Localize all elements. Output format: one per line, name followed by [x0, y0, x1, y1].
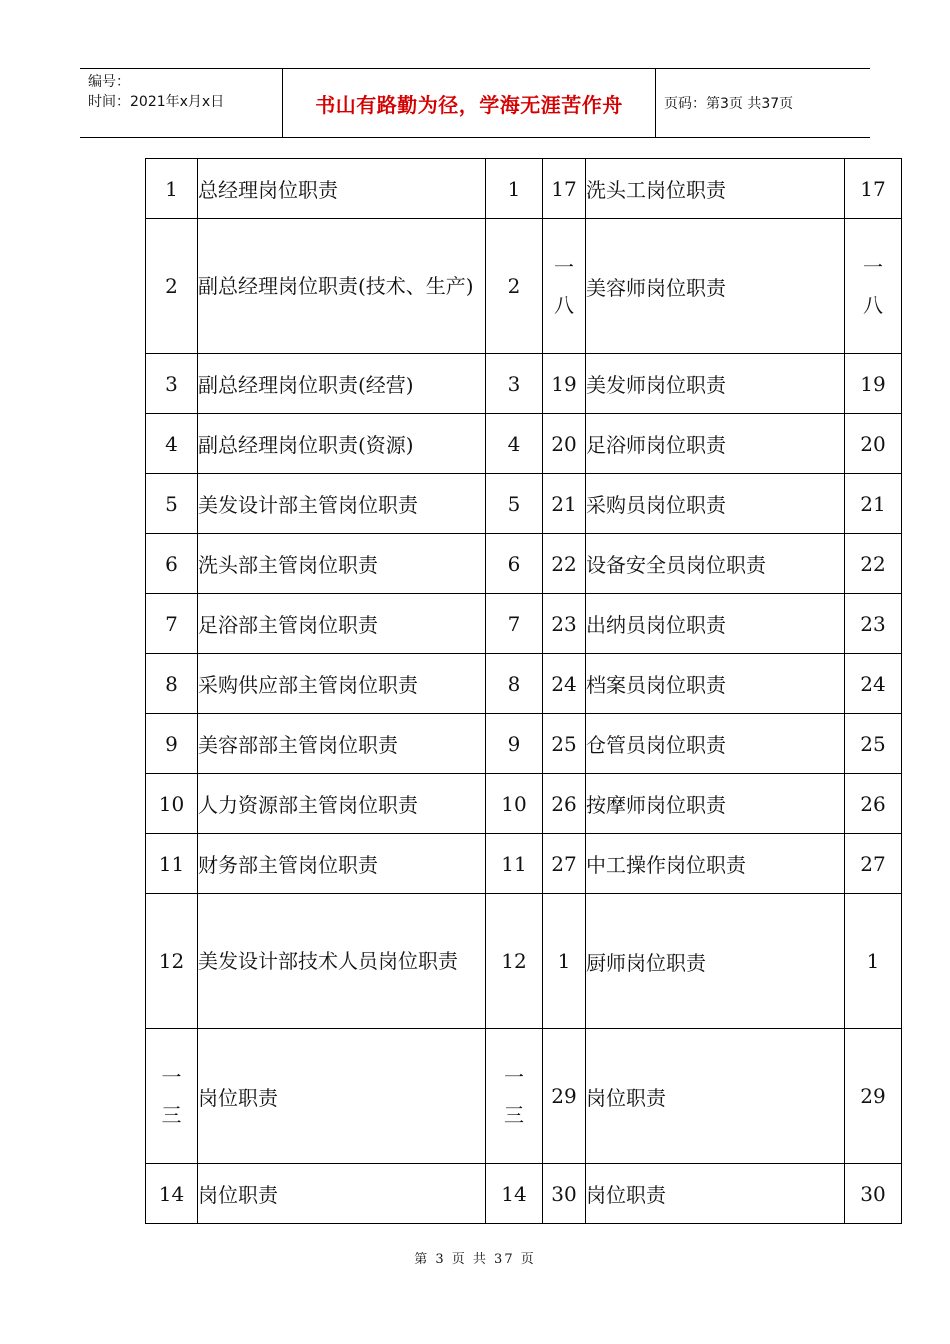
left-index: 5	[146, 474, 198, 534]
left-page: 7	[486, 594, 543, 654]
header-motto: 书山有路勤为径，学海无涯苦作舟	[315, 92, 623, 117]
right-title: 洗头工岗位职责	[586, 159, 845, 219]
right-page: 24	[845, 654, 902, 714]
right-title: 岗位职责	[586, 1164, 845, 1224]
right-index: 24	[543, 654, 586, 714]
right-title: 足浴师岗位职责	[586, 414, 845, 474]
header-meta	[88, 72, 224, 112]
right-page: 一八	[845, 219, 902, 354]
right-index: 26	[543, 774, 586, 834]
right-index: 22	[543, 534, 586, 594]
right-index: 25	[543, 714, 586, 774]
table-row	[146, 894, 902, 1029]
header-divider	[655, 69, 656, 137]
left-index: 4	[146, 414, 198, 474]
left-index: 6	[146, 534, 198, 594]
table-row	[146, 159, 902, 219]
right-title: 采购员岗位职责	[586, 474, 845, 534]
left-index: 8	[146, 654, 198, 714]
right-title: 出纳员岗位职责	[586, 594, 845, 654]
page-header	[80, 68, 870, 138]
right-title: 按摩师岗位职责	[586, 774, 845, 834]
left-title: 财务部主管岗位职责	[198, 834, 486, 894]
left-title: 足浴部主管岗位职责	[198, 594, 486, 654]
right-page: 20	[845, 414, 902, 474]
right-index: 1	[543, 894, 586, 1029]
table-row	[146, 594, 902, 654]
right-title: 仓管员岗位职责	[586, 714, 845, 774]
right-page: 25	[845, 714, 902, 774]
table-row	[146, 654, 902, 714]
right-index: 17	[543, 159, 586, 219]
table-row	[146, 534, 902, 594]
right-page: 22	[845, 534, 902, 594]
right-index: 19	[543, 354, 586, 414]
left-page: 12	[486, 894, 543, 1029]
left-title: 副总经理岗位职责(资源)	[198, 414, 486, 474]
table-row	[146, 774, 902, 834]
left-page: 14	[486, 1164, 543, 1224]
left-page: 10	[486, 774, 543, 834]
left-index: 9	[146, 714, 198, 774]
left-index: 11	[146, 834, 198, 894]
left-title: 人力资源部主管岗位职责	[198, 774, 486, 834]
right-page: 17	[845, 159, 902, 219]
left-title: 总经理岗位职责	[198, 159, 486, 219]
left-page: 4	[486, 414, 543, 474]
right-title: 中工操作岗位职责	[586, 834, 845, 894]
right-page: 30	[845, 1164, 902, 1224]
left-title: 洗头部主管岗位职责	[198, 534, 486, 594]
table-row	[146, 834, 902, 894]
left-page: 8	[486, 654, 543, 714]
table-row	[146, 1164, 902, 1224]
left-index: 3	[146, 354, 198, 414]
right-title: 美发师岗位职责	[586, 354, 845, 414]
right-page: 26	[845, 774, 902, 834]
page-footer: 第 3 页 共 37 页	[414, 1252, 536, 1267]
table-row	[146, 1029, 902, 1164]
left-title: 副总经理岗位职责(技术、生产)	[198, 219, 486, 354]
right-title: 美容师岗位职责	[586, 219, 845, 354]
left-page: 3	[486, 354, 543, 414]
left-index: 12	[146, 894, 198, 1029]
right-page: 29	[845, 1029, 902, 1164]
right-page: 19	[845, 354, 902, 414]
right-index: 30	[543, 1164, 586, 1224]
table-row	[146, 474, 902, 534]
header-page-info: 页码：第3页 共37页	[664, 96, 794, 112]
left-title: 美容部部主管岗位职责	[198, 714, 486, 774]
right-page: 23	[845, 594, 902, 654]
left-title: 岗位职责	[198, 1164, 486, 1224]
table-row	[146, 219, 902, 354]
left-title: 岗位职责	[198, 1029, 486, 1164]
left-page: 一三	[486, 1029, 543, 1164]
table-row	[146, 414, 902, 474]
left-title: 采购供应部主管岗位职责	[198, 654, 486, 714]
left-index: 7	[146, 594, 198, 654]
left-title: 副总经理岗位职责(经营)	[198, 354, 486, 414]
right-page: 21	[845, 474, 902, 534]
right-index: 23	[543, 594, 586, 654]
left-page: 11	[486, 834, 543, 894]
left-index: 10	[146, 774, 198, 834]
right-page: 27	[845, 834, 902, 894]
table-row	[146, 354, 902, 414]
left-page: 6	[486, 534, 543, 594]
left-page: 5	[486, 474, 543, 534]
time-label: 时间：2021年x月x日	[88, 94, 225, 110]
right-title: 档案员岗位职责	[586, 654, 845, 714]
right-index: 20	[543, 414, 586, 474]
right-title: 厨师岗位职责	[586, 894, 845, 1029]
right-index: 21	[543, 474, 586, 534]
right-page: 1	[845, 894, 902, 1029]
left-index: 一三	[146, 1029, 198, 1164]
right-title: 设备安全员岗位职责	[586, 534, 845, 594]
toc-table	[145, 158, 902, 1224]
code-label: 编号：	[88, 74, 130, 90]
right-index: 29	[543, 1029, 586, 1164]
left-page: 2	[486, 219, 543, 354]
left-page: 9	[486, 714, 543, 774]
left-index: 2	[146, 219, 198, 354]
right-title: 岗位职责	[586, 1029, 845, 1164]
left-index: 1	[146, 159, 198, 219]
left-page: 1	[486, 159, 543, 219]
left-title: 美发设计部技术人员岗位职责	[198, 894, 486, 1029]
left-title: 美发设计部主管岗位职责	[198, 474, 486, 534]
table-row	[146, 714, 902, 774]
left-index: 14	[146, 1164, 198, 1224]
right-index: 27	[543, 834, 586, 894]
right-index: 一八	[543, 219, 586, 354]
